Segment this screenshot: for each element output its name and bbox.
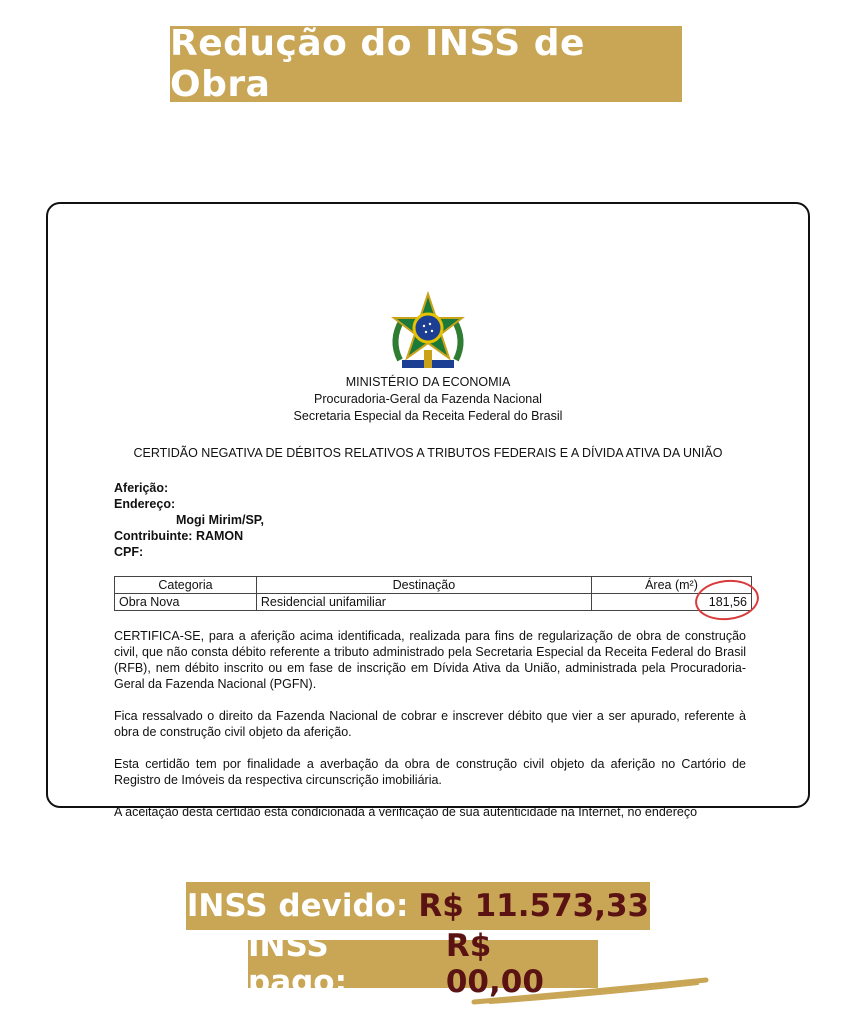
brazil-coat-of-arms-icon (388, 290, 468, 376)
inss-pago-label: INSS pago: (248, 928, 347, 1000)
table-header-row (115, 577, 752, 594)
contribuinte-label: Contribuinte: (114, 529, 193, 543)
obra-table (114, 576, 752, 611)
certificate-title: CERTIDÃO NEGATIVA DE DÉBITOS RELATIVOS A TRIBUTOS FEDERAIS E A DÍVIDA ATIVA DA UNIÃO (133, 446, 723, 460)
area-value: 181,56 (708, 595, 747, 609)
inss-devido-label: INSS devido: (186, 888, 409, 924)
inss-pago-value: R$ 00,00 (445, 928, 544, 1000)
ministry-name: MINISTÉRIO DA ECONOMIA (345, 375, 511, 389)
inss-devido-value: R$ 11.573,33 (418, 888, 650, 924)
paragraph-ressalva: Fica ressalvado o direito da Fazenda Nacional de cobrar e inscrever débito que vier a ser apurado, referente à obra de construção civil objeto da aferição. (114, 709, 746, 739)
endereco-city: Mogi Mirim/SP, (176, 513, 264, 527)
header-area: Área (m²) (591, 577, 751, 594)
cpf-label: CPF: (114, 545, 144, 559)
afericao-label: Aferição: (114, 481, 169, 495)
cell-area (591, 594, 751, 611)
certificate-fields (114, 480, 264, 560)
pgfn-name: Procuradoria-Geral da Fazenda Nacional (314, 392, 542, 406)
rfb-name: Secretaria Especial da Receita Federal do Brasil (293, 409, 563, 423)
certificate-card (46, 202, 810, 819)
issuer-header (48, 374, 808, 425)
table-row (115, 594, 752, 611)
title-banner (170, 23, 682, 105)
underline-swoosh (470, 976, 710, 1006)
paragraph-finalidade: Esta certidão tem por finalidade a averbação da obra de construção civil objeto da aferição no Cartório de Registro de Imóveis da respectiva circunscrição imobiliária. (114, 757, 746, 787)
header-destinacao: Destinação (256, 577, 591, 594)
contribuinte-line (114, 528, 264, 544)
inss-devido-banner (186, 882, 650, 930)
certificate-body (114, 628, 746, 836)
paragraph-aceitacao: A aceitação desta certidão está condicionada à verificação de sua autenticidade na Internet, no endereço (114, 805, 698, 819)
endereco-label: Endereço: (114, 497, 176, 511)
paragraph-certifica: CERTIFICA-SE, para a aferição acima identificada, realizada para fins de regularização de obra de construção civil, que não consta débito referente a tributo administrado pela Secretaria Especial da Receita Federal do Brasil (RFB), nem débito inscrito ou em fase de inscrição em Dívida Ativa da União, administrada pela Procuradoria-Geral da Fazenda Nacional (PGFN). (114, 629, 746, 691)
page-title: Redução do INSS de Obra (170, 23, 585, 105)
cell-categoria: Obra Nova (115, 594, 257, 611)
cell-destinacao: Residencial unifamiliar (256, 594, 591, 611)
header-categoria: Categoria (115, 577, 257, 594)
contribuinte-value: RAMON (195, 529, 244, 543)
